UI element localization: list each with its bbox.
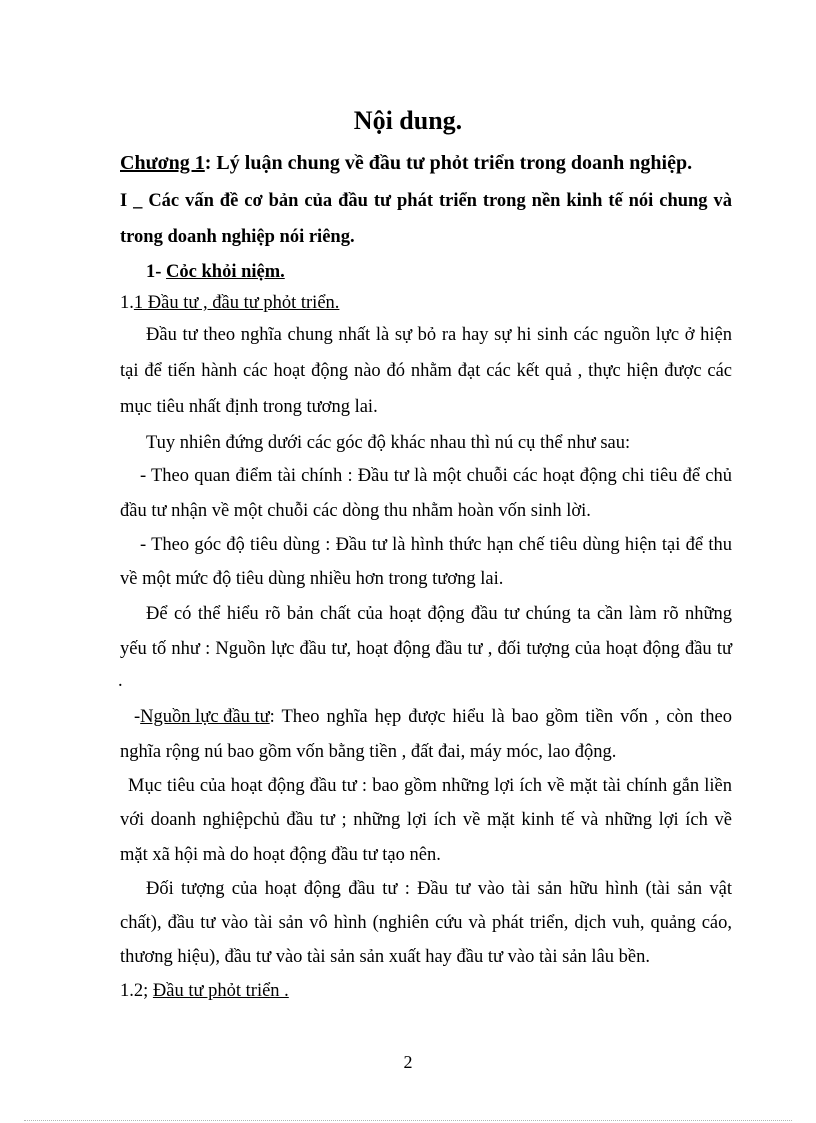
paragraph-line: nghĩa rộng nú bao gồm vốn bằng tiền , đất đai, máy móc, lao động.: [120, 742, 617, 762]
paragraph-line-rest: : Theo nghĩa hẹp được hiểu là bao gồm tiền vốn , còn theo: [269, 707, 732, 727]
page-number: 2: [403, 1052, 413, 1072]
paragraph-line: Để có thể hiểu rõ bản chất của hoạt động đầu tư chúng ta cần làm rõ những: [146, 604, 732, 624]
paragraph-line: mặt xã hội mà do hoạt động đầu tư tạo nên.: [120, 845, 441, 865]
paragraph-line: Đầu tư theo nghĩa chung nhất là sự bỏ ra hay sự hi sinh các nguồn lực ở hiện: [146, 325, 732, 345]
paragraph-line: Mục tiêu của hoạt động đầu tư : bao gồm những lợi ích về mặt tài chính gắn liền: [128, 776, 732, 796]
paragraph-line: chất), đầu tư vào tài sản vô hình (nghiên cứu và phát triển, dịch vuh, quảng cáo,: [120, 913, 732, 933]
subsection-title: Cỏc khỏi niệm.: [166, 262, 285, 282]
paragraph-term: Nguồn lực đầu tư: [140, 707, 270, 727]
subsection-heading: [146, 259, 285, 285]
paragraph-line: - Theo góc độ tiêu dùng : Đầu tư là hình thức hạn chế tiêu dùng hiện tại để thu: [140, 535, 732, 555]
paragraph-line: về một mức độ tiêu dùng nhiều hơn trong tương lai.: [120, 569, 504, 589]
paragraph-line: tại để tiến hành các hoạt động nào đó nhằm đạt các kết quả , thực hiện được các: [120, 361, 732, 381]
heading-1-2-title: Đầu tư phỏt triển .: [152, 981, 289, 1001]
paragraph-line: .: [118, 671, 123, 691]
chapter-label: Chương 1: [120, 152, 205, 174]
page-bottom-rule: [24, 1120, 792, 1121]
paragraph-line: - Theo quan điểm tài chính : Đầu tư là một chuỗi các hoạt động chi tiêu để chủ: [140, 466, 732, 486]
heading-1-1: [120, 290, 339, 316]
page-title: Nội dung.: [353, 106, 463, 135]
chapter-heading: [120, 150, 692, 176]
subsection-number: 1-: [146, 262, 167, 282]
section-heading-line-1: I _ Các vấn đề cơ bản của đầu tư phát triển trong nền kinh tế nói chung và: [120, 191, 732, 211]
paragraph-prefix: -: [134, 707, 141, 727]
paragraph-line: yếu tố như : Nguồn lực đầu tư, hoạt động đầu tư , đối tượng của hoạt động đầu tư: [120, 639, 732, 659]
paragraph-line: Tuy nhiên đứng dưới các góc độ khác nhau thì nú cụ thể như sau:: [146, 433, 631, 453]
section-heading-line-2: trong doanh nghiệp nói riêng.: [120, 227, 355, 247]
paragraph-line: mục tiêu nhất định trong tương lai.: [120, 397, 378, 417]
heading-1-2-number: 1.2;: [120, 981, 153, 1001]
heading-1-2: [120, 978, 289, 1004]
paragraph-line: Đối tượng của hoạt động đầu tư : Đầu tư vào tài sản hữu hình (tài sản vật: [146, 879, 732, 899]
heading-1-1-title: 1 Đầu tư , đầu tư phỏt triển.: [133, 293, 340, 313]
paragraph-line: với doanh nghiệpchủ đầu tư ; những lợi ích về mặt kinh tế và những lợi ích về: [120, 810, 732, 830]
heading-1-1-number: 1.: [120, 293, 134, 313]
paragraph-line: đầu tư nhận về một chuỗi các dòng thu nhằm hoàn vốn sinh lời.: [120, 501, 591, 521]
paragraph-line: thương hiệu), đầu tư vào tài sản sản xuất hay đầu tư vào tài sản lâu bền.: [120, 947, 650, 967]
chapter-text: : Lý luận chung về đầu tư phỏt triển trong doanh nghiệp.: [204, 152, 693, 174]
paragraph-line: [134, 704, 732, 730]
